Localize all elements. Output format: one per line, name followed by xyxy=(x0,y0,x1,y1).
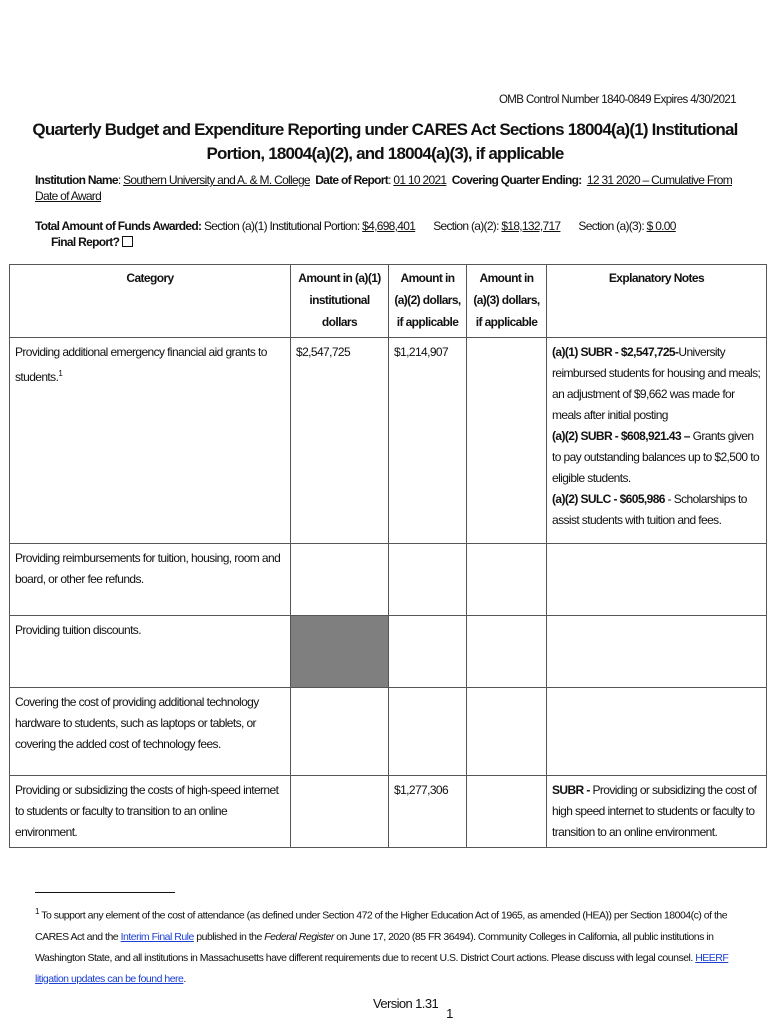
expenditure-table xyxy=(9,264,767,848)
note-text: Providing or subsidizing the cost of high speed internet to students or faculty to transition to an online environment. xyxy=(552,783,757,839)
note-bold: (a)(2) SUBR - $608,921.43 – xyxy=(552,429,690,443)
quarter-value: 12 31 2020 – Cumulative From Date of Award xyxy=(35,173,733,203)
total-label: Total Amount of Funds Awarded: xyxy=(35,219,202,233)
table-row xyxy=(10,544,767,616)
omb-control-number: OMB Control Number 1840-0849 Expires 4/30/2021 xyxy=(498,94,736,106)
footnote-number: 1 xyxy=(35,907,39,916)
a2-group xyxy=(433,218,560,234)
a3-cell xyxy=(467,616,547,688)
header-category: Category xyxy=(10,265,291,338)
category-cell: Providing reimbursements for tuition, housing, room and board, or other fee refunds. xyxy=(10,544,291,616)
final-report-checkbox[interactable] xyxy=(122,236,133,247)
page-number: 1 xyxy=(446,1005,453,1021)
note-text: University reimbursed students for housing and meals; an adjustment of $9,662 was made for meals after initial posting xyxy=(552,345,761,422)
notes-cell xyxy=(547,544,767,616)
table-row xyxy=(10,688,767,776)
heerf-litigation-link[interactable]: HEERF litigation updates can be found here xyxy=(35,951,729,985)
table-header-row xyxy=(10,265,767,338)
a3-cell xyxy=(467,776,547,848)
page-footer xyxy=(0,996,770,1021)
header-a1: Amount in (a)(1) institutional dollars xyxy=(291,265,389,338)
federal-register: Federal Register xyxy=(264,930,334,943)
total-group xyxy=(35,218,415,234)
a3-cell xyxy=(467,544,547,616)
a1-cell xyxy=(291,544,389,616)
category-text: Providing additional emergency financial aid grants to students. xyxy=(15,345,267,384)
funds-info xyxy=(35,218,760,250)
date-label: Date of Report xyxy=(315,173,389,187)
note-bold: (a)(1) SUBR - $2,547,725- xyxy=(552,345,679,359)
table-row xyxy=(10,616,767,688)
note-text: Grants given to pay outstanding balances up to $2,500 to eligible students. xyxy=(552,429,760,485)
notes-cell xyxy=(547,776,767,848)
note-bold: SUBR - xyxy=(552,783,590,797)
a2-label: Section (a)(2): xyxy=(433,219,499,233)
footnote-text: published in the xyxy=(193,930,265,943)
a3-value: $ 0.00 xyxy=(646,219,676,233)
notes-cell xyxy=(547,338,767,544)
header-a2: Amount in (a)(2) dollars, if applicable xyxy=(389,265,467,338)
institution-info: Institution Name: Southern University and A. & M. College Date of Report: 01 10 2021 Covering Quarter Ending: 12 31 2020 – Cumulative From Date of Award xyxy=(35,173,733,203)
footnote-text: To support any element of the cost of attendance (as defined under Section 472 of the Higher Education Act of 1965, as amended (HEA)) per Section 18004(c) of the CARES Act and the xyxy=(35,909,728,943)
a2-cell: $1,214,907 xyxy=(389,338,467,544)
a1-cell xyxy=(291,688,389,776)
table-row xyxy=(10,338,767,544)
a3-group xyxy=(578,218,675,234)
footnote-text: . xyxy=(183,972,186,985)
footnote-ref: 1 xyxy=(58,369,63,378)
quarter-label: Covering Quarter Ending: xyxy=(451,173,582,187)
header-notes: Explanatory Notes xyxy=(547,265,767,338)
a1-cell-shaded xyxy=(291,616,389,688)
a1-cell: $2,547,725 xyxy=(291,338,389,544)
final-report-label: Final Report? xyxy=(51,235,120,249)
note xyxy=(552,426,761,489)
category-cell: Providing tuition discounts. xyxy=(10,616,291,688)
note-text: - Scholarships to assist students with tuition and fees. xyxy=(552,492,747,527)
version-label: Version 1.31 xyxy=(373,995,439,1011)
a1-cell xyxy=(291,776,389,848)
note xyxy=(552,489,761,531)
date-value: 01 10 2021 xyxy=(393,173,447,187)
note xyxy=(552,342,761,426)
interim-final-rule-link[interactable]: Interim Final Rule xyxy=(120,930,194,943)
page-title: Quarterly Budget and Expenditure Reporting under CARES Act Sections 18004(a)(1) Institutional Portion, 18004(a)(2), and 18004(a)(3), if applicable xyxy=(32,120,738,163)
notes-cell xyxy=(547,688,767,776)
a2-value: $18,132,717 xyxy=(501,219,561,233)
a2-cell: $1,277,306 xyxy=(389,776,467,848)
a1-value: $4,698,401 xyxy=(362,219,416,233)
category-cell: Providing or subsidizing the costs of high-speed internet to students or faculty to transition to an online environment. xyxy=(10,776,291,848)
footnote xyxy=(35,901,763,990)
footnote-divider xyxy=(35,892,175,893)
a2-cell xyxy=(389,616,467,688)
category-cell: Covering the cost of providing additional technology hardware to students, such as laptops or tablets, or covering the added cost of technology fees. xyxy=(10,688,291,776)
a3-cell xyxy=(467,338,547,544)
a2-cell xyxy=(389,688,467,776)
a3-label: Section (a)(3): xyxy=(578,219,644,233)
page-body xyxy=(0,118,770,1021)
a2-cell xyxy=(389,544,467,616)
header-a3: Amount in (a)(3) dollars, if applicable xyxy=(467,265,547,338)
table-row xyxy=(10,776,767,848)
a1-label: Section (a)(1) Institutional Portion: xyxy=(203,219,360,233)
final-report-group xyxy=(51,234,133,250)
institution-name: Southern University and A. & M. College xyxy=(123,173,310,187)
category-cell xyxy=(10,338,291,544)
a3-cell xyxy=(467,688,547,776)
institution-label: Institution Name xyxy=(35,173,118,187)
notes-cell xyxy=(547,616,767,688)
note-bold: (a)(2) SULC - $605,986 xyxy=(552,492,665,506)
footnote-text: on June 17, 2020 (85 FR 36494). Community Colleges in California, all public institutions in Washington State, and all institutions in Massachusetts have different requirements due to recent U.S. District Court actions. Please discuss with legal counsel. xyxy=(35,930,714,964)
